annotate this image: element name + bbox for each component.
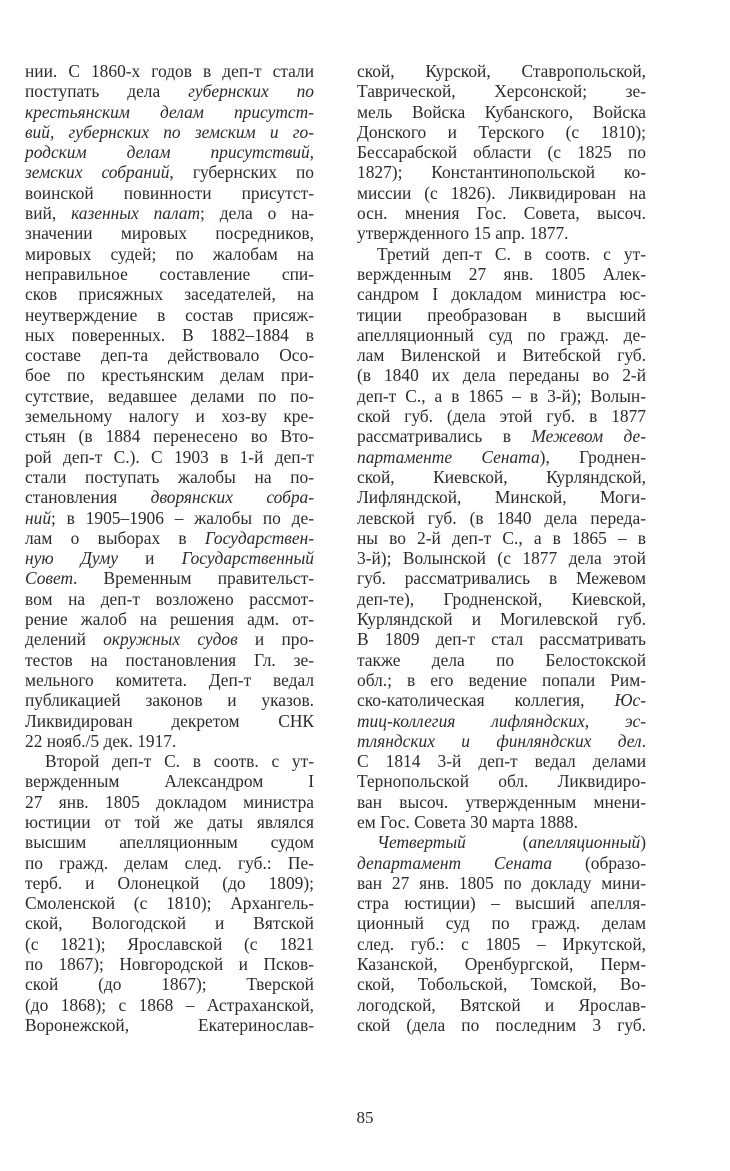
italic-term: земских собраний bbox=[25, 162, 170, 183]
text-line bbox=[25, 873, 314, 893]
text-line bbox=[25, 305, 314, 325]
text-line bbox=[357, 406, 646, 426]
text-segment: ской, Курской, Ставропольской, bbox=[357, 61, 646, 81]
text-line bbox=[357, 873, 646, 893]
italic-term: ную Думу bbox=[25, 548, 118, 569]
italic-term: Межевом де- bbox=[531, 426, 647, 447]
text-segment: губ. рассматривались в Межевом bbox=[357, 568, 646, 589]
text-segment: нии. С 1860-х годов в деп-т стали bbox=[25, 61, 314, 81]
text-line bbox=[357, 345, 646, 365]
text-segment: ской, Вологодской и Вятской bbox=[25, 913, 314, 934]
text-segment: вержденным Александром I bbox=[25, 771, 314, 792]
text-segment: тиции преобразован в высший bbox=[357, 304, 646, 325]
text-segment: 22 нояб./5 дек. 1917. bbox=[25, 730, 177, 751]
text-line bbox=[25, 954, 314, 974]
text-segment: лам Виленской и Витебской губ. bbox=[357, 345, 646, 366]
text-segment: 27 янв. 1805 докладом министра bbox=[25, 791, 314, 812]
text-segment: значении мировых посредников, bbox=[25, 223, 314, 244]
text-line bbox=[357, 203, 646, 223]
text-line bbox=[357, 508, 646, 528]
text-segment: Лифляндской, Минской, Моги- bbox=[357, 487, 646, 508]
text-segment: рассматривались в bbox=[357, 426, 532, 447]
text-segment: (в 1840 их дела переданы во 2-й bbox=[357, 365, 646, 386]
text-line bbox=[25, 853, 314, 873]
text-segment: земельному налогу и хоз-ву кре- bbox=[25, 406, 314, 427]
text-segment: , губернских по bbox=[169, 162, 314, 183]
text-line bbox=[357, 995, 646, 1015]
text-segment: (с 1821); Ярославской (с 1821 bbox=[25, 933, 314, 954]
text-segment: тестов на постановления Гл. зе- bbox=[25, 649, 314, 670]
text-line bbox=[25, 751, 314, 771]
text-segment: и про- bbox=[237, 629, 314, 650]
text-line bbox=[357, 487, 646, 507]
text-line bbox=[25, 386, 314, 406]
text-line bbox=[25, 528, 314, 548]
text-line bbox=[25, 102, 314, 122]
italic-term: Государствен- bbox=[204, 527, 314, 548]
text-segment: ем Гос. Совета 30 марта 1888. bbox=[357, 811, 578, 832]
text-line bbox=[357, 447, 646, 467]
text-line bbox=[357, 264, 646, 284]
text-segment: вий, bbox=[25, 203, 72, 224]
text-line bbox=[25, 548, 314, 568]
text-line bbox=[25, 934, 314, 954]
text-line bbox=[25, 893, 314, 913]
text-line bbox=[357, 974, 646, 994]
text-segment: составе деп-та действовало Осо- bbox=[25, 345, 314, 366]
text-line bbox=[25, 609, 314, 629]
italic-term: Юс- bbox=[614, 690, 646, 711]
text-segment: 1827); Константинопольской ко- bbox=[357, 162, 646, 183]
text-line bbox=[357, 305, 646, 325]
text-line bbox=[357, 934, 646, 954]
text-segment: деп-те), Гродненской, Киевской, bbox=[357, 588, 646, 609]
text-segment: левской губ. (в 1840 дела переда- bbox=[357, 507, 646, 528]
italic-term: окружных судов bbox=[103, 629, 238, 650]
text-segment: ской (до 1867); Тверской bbox=[25, 974, 314, 995]
text-segment: воинской повинности присутст- bbox=[25, 182, 314, 203]
text-line bbox=[357, 812, 646, 832]
text-segment: ско-католическая коллегия, bbox=[357, 690, 615, 711]
text-segment: обл.; в его ведение попали Рим- bbox=[357, 669, 646, 690]
italic-term: дворянских собра- bbox=[150, 487, 314, 508]
text-line bbox=[25, 670, 314, 690]
text-line bbox=[357, 853, 646, 873]
text-line bbox=[357, 81, 646, 101]
text-line bbox=[25, 345, 314, 365]
text-segment: ван 27 янв. 1805 по докладу мини- bbox=[357, 872, 646, 893]
text-line bbox=[25, 792, 314, 812]
text-line bbox=[25, 832, 314, 852]
text-segment: ( bbox=[465, 832, 529, 853]
text-line bbox=[25, 325, 314, 345]
text-line bbox=[25, 426, 314, 446]
text-segment: рение жалоб на решения адм. от- bbox=[25, 609, 314, 630]
text-segment: Ликвидирован декретом СНК bbox=[25, 710, 314, 731]
text-segment: юстиции от той же даты являлся bbox=[25, 811, 314, 832]
text-segment: неправильное составление спи- bbox=[25, 263, 314, 284]
text-segment: сутствие, ведавшее делами по по- bbox=[25, 385, 314, 406]
text-segment: высшим апелляционным судом bbox=[25, 832, 314, 853]
text-line bbox=[25, 568, 314, 588]
text-segment: след. губ.: с 1805 – Иркутской, bbox=[357, 933, 646, 954]
text-segment: осн. мнения Гос. Совета, высоч. bbox=[357, 203, 646, 224]
text-line bbox=[25, 244, 314, 264]
text-line bbox=[357, 609, 646, 629]
italic-term: вий, губернских по земским и го- bbox=[25, 121, 314, 142]
text-line bbox=[357, 913, 646, 933]
text-segment: мель Войска Кубанского, Войска bbox=[357, 101, 646, 122]
text-line bbox=[25, 183, 314, 203]
text-segment: и bbox=[117, 548, 182, 569]
text-line bbox=[357, 893, 646, 913]
text-line bbox=[25, 467, 314, 487]
text-line bbox=[25, 508, 314, 528]
italic-term: губернских по bbox=[188, 81, 314, 102]
text-segment: С 1814 3-й деп-т ведал делами bbox=[357, 751, 646, 772]
text-segment: публикацией законов и указов. bbox=[25, 690, 314, 711]
text-segment: также дела по Белостокской bbox=[357, 649, 646, 670]
text-line bbox=[25, 223, 314, 243]
italic-term: казенных палат bbox=[71, 203, 201, 224]
text-segment: терб. и Олонецкой (до 1809); bbox=[25, 872, 314, 893]
text-line bbox=[357, 548, 646, 568]
text-segment: утвержденного 15 апр. 1877. bbox=[357, 223, 569, 244]
text-line bbox=[25, 690, 314, 710]
text-segment: . bbox=[641, 730, 646, 751]
text-line bbox=[357, 690, 646, 710]
text-segment: ван высоч. утвержденным мнени- bbox=[357, 791, 646, 812]
italic-term: тляндских и финляндских дел bbox=[357, 730, 642, 751]
text-segment: Второй деп-т С. в соотв. с ут- bbox=[45, 751, 314, 772]
text-line bbox=[25, 122, 314, 142]
text-line bbox=[25, 731, 314, 751]
text-line bbox=[357, 711, 646, 731]
text-line bbox=[357, 792, 646, 812]
text-line bbox=[25, 771, 314, 791]
text-segment: ; в 1905–1906 – жалобы по де- bbox=[51, 507, 314, 528]
text-line bbox=[357, 244, 646, 264]
text-line bbox=[357, 954, 646, 974]
text-line bbox=[25, 812, 314, 832]
italic-term: крестьянским делам присутст- bbox=[25, 101, 314, 122]
text-line bbox=[25, 487, 314, 507]
text-line bbox=[357, 102, 646, 122]
text-line bbox=[357, 589, 646, 609]
text-line bbox=[357, 365, 646, 385]
text-line bbox=[357, 670, 646, 690]
text-line bbox=[357, 183, 646, 203]
text-line bbox=[357, 223, 646, 243]
text-segment: ской (дела по последним 3 губ. bbox=[357, 1014, 646, 1035]
text-line bbox=[25, 589, 314, 609]
text-segment: ), Гроднен- bbox=[539, 446, 646, 467]
text-segment: ны во 2-й деп-т С., а в 1865 – в bbox=[357, 527, 646, 548]
italic-term: Государственный bbox=[181, 548, 314, 569]
text-line bbox=[25, 974, 314, 994]
italic-term: партаменте Сената bbox=[357, 446, 540, 467]
text-line bbox=[357, 162, 646, 182]
text-segment: поступать дела bbox=[25, 81, 189, 102]
text-line bbox=[25, 365, 314, 385]
text-line bbox=[357, 528, 646, 548]
italic-term: родским делам присутствий, bbox=[25, 142, 314, 163]
text-line bbox=[25, 406, 314, 426]
text-line bbox=[357, 142, 646, 162]
text-line bbox=[357, 426, 646, 446]
text-line bbox=[357, 568, 646, 588]
text-segment: по 1867); Новгородской и Псков- bbox=[25, 954, 314, 975]
text-segment: ных поверенных. В 1882–1884 в bbox=[25, 324, 314, 345]
text-segment: Тернопольской обл. Ликвидиро- bbox=[357, 771, 646, 792]
text-line bbox=[25, 995, 314, 1015]
text-column-left bbox=[25, 61, 314, 1035]
text-segment: Казанской, Оренбургской, Перм- bbox=[357, 954, 646, 975]
text-segment: Донского и Терского (с 1810); bbox=[357, 121, 646, 142]
italic-term: департамент Сената bbox=[357, 852, 553, 873]
text-segment: бое по крестьянским делам при- bbox=[25, 365, 314, 386]
text-segment: В 1809 деп-т стал рассматривать bbox=[357, 629, 646, 650]
text-segment: апелляционный суд по гражд. де- bbox=[357, 324, 646, 345]
text-line bbox=[357, 284, 646, 304]
text-column-right bbox=[357, 61, 646, 1035]
text-line bbox=[357, 832, 646, 852]
text-segment: вержденным 27 янв. 1805 Алек- bbox=[357, 263, 646, 284]
text-line bbox=[357, 1015, 646, 1035]
text-segment: сков присяжных заседателей, на bbox=[25, 284, 314, 305]
text-segment: Бессарабской области (с 1825 по bbox=[357, 142, 646, 163]
italic-term: апелляционный bbox=[528, 832, 641, 853]
italic-term: Совет bbox=[25, 568, 74, 589]
text-line bbox=[25, 629, 314, 649]
italic-term: Четвертый bbox=[377, 832, 466, 853]
text-line bbox=[357, 325, 646, 345]
text-segment: 3-й); Волынской (с 1877 дела этой bbox=[357, 548, 646, 569]
text-segment: по гражд. делам след. губ.: Пе- bbox=[25, 852, 314, 873]
text-segment: Смоленской (с 1810); Архангель- bbox=[25, 893, 314, 914]
page-number: 85 bbox=[356, 1108, 374, 1127]
text-segment: сандром I докладом министра юс- bbox=[357, 284, 646, 305]
text-line bbox=[357, 467, 646, 487]
text-segment: (образо- bbox=[552, 852, 646, 873]
text-segment: неутверждение в состав присяж- bbox=[25, 304, 314, 325]
text-segment: рой деп-т С.). С 1903 в 1-й деп-т bbox=[25, 446, 314, 467]
text-segment: Таврической, Херсонской; зе- bbox=[357, 81, 646, 102]
text-segment: ционный суд по гражд. делам bbox=[357, 913, 646, 934]
text-line bbox=[25, 162, 314, 182]
text-line bbox=[25, 650, 314, 670]
text-segment: ; дела о на- bbox=[200, 203, 314, 224]
text-line bbox=[357, 629, 646, 649]
text-segment: деп-т С., а в 1865 – в 3-й); Волын- bbox=[357, 385, 646, 406]
text-line bbox=[357, 731, 646, 751]
text-line bbox=[357, 61, 646, 81]
italic-term: ний bbox=[25, 507, 52, 528]
text-line bbox=[25, 264, 314, 284]
text-line bbox=[357, 386, 646, 406]
text-segment: мельного комитета. Деп-т ведал bbox=[25, 669, 314, 690]
text-segment: миссии (с 1826). Ликвидирован на bbox=[357, 182, 646, 203]
text-segment: ской губ. (дела этой губ. в 1877 bbox=[357, 406, 646, 427]
text-segment: ) bbox=[640, 832, 646, 853]
text-line bbox=[25, 142, 314, 162]
text-line bbox=[25, 284, 314, 304]
text-segment: ской, Тобольской, Томской, Во- bbox=[357, 974, 646, 995]
text-segment: . Временным правительст- bbox=[73, 568, 314, 589]
text-segment: ской, Киевской, Курляндской, bbox=[357, 466, 646, 487]
text-segment: лам о выборах в bbox=[25, 527, 205, 548]
text-line bbox=[25, 203, 314, 223]
text-line bbox=[357, 751, 646, 771]
text-segment: стра юстиции) – высший апелля- bbox=[357, 893, 646, 914]
text-line bbox=[357, 650, 646, 670]
text-line bbox=[357, 122, 646, 142]
text-segment: делений bbox=[25, 629, 104, 650]
text-line bbox=[25, 913, 314, 933]
text-segment: Воронежской, Екатеринослав- bbox=[25, 1014, 314, 1035]
text-segment: стьян (в 1884 перенесено во Вто- bbox=[25, 426, 314, 447]
text-segment: становления bbox=[25, 487, 151, 508]
text-line bbox=[25, 447, 314, 467]
text-segment: стали поступать жалобы на по- bbox=[25, 466, 314, 487]
text-line bbox=[25, 81, 314, 101]
text-segment: Третий деп-т С. в соотв. с ут- bbox=[377, 243, 646, 264]
text-segment: мировых судей; по жалобам на bbox=[25, 243, 314, 264]
text-line bbox=[357, 771, 646, 791]
text-segment: вом на деп-т возложено рассмот- bbox=[25, 588, 314, 609]
italic-term: тиц-коллегия лифляндских, эс- bbox=[357, 710, 646, 731]
text-segment: (до 1868); с 1868 – Астраханской, bbox=[25, 994, 314, 1015]
text-segment: логодской, Вятской и Ярослав- bbox=[357, 994, 646, 1015]
text-segment: Курляндской и Могилевской губ. bbox=[357, 609, 646, 630]
text-line bbox=[25, 1015, 314, 1035]
text-line bbox=[25, 711, 314, 731]
text-line bbox=[25, 61, 314, 81]
